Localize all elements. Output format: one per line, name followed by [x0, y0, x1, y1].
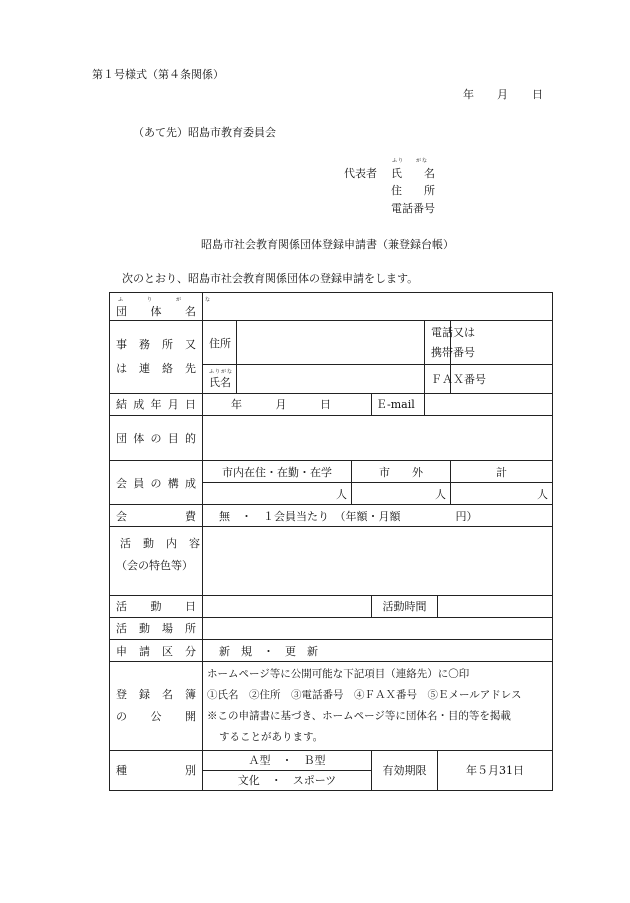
label-char: 請 [139, 644, 150, 658]
founded-date-field[interactable] [203, 393, 372, 415]
label-char: 絡 [162, 361, 173, 375]
application-type-row [110, 640, 553, 662]
label-char: 会 [116, 509, 127, 523]
type-options-cell[interactable] [203, 750, 372, 790]
label-char: 内 [166, 537, 177, 551]
founded-label-cell [110, 393, 203, 415]
disclosure-field[interactable] [203, 662, 553, 751]
label-char: 団 [116, 304, 127, 318]
disclosure-line-3: ※この申請書に基づき、ホームページ等に団体名・目的等を掲載 [207, 709, 511, 722]
founded-year-label: 年 [231, 398, 242, 412]
activity-day-label-cell [110, 595, 203, 617]
email-label-cell [372, 393, 425, 415]
disclosure-line-4: することがあります。 [219, 730, 324, 743]
label-char: 目 [167, 431, 179, 445]
label-char: 登 [116, 687, 127, 701]
fee-row [110, 505, 553, 527]
office-address-row [110, 321, 553, 365]
fee-options: 無 ・ １会員当たり （年額・月額 円） [219, 509, 478, 523]
registration-table [109, 292, 553, 791]
label-char: の [150, 431, 162, 445]
unit-person: 人 [435, 487, 446, 501]
email-field[interactable] [425, 393, 553, 415]
activity-time-field[interactable] [438, 595, 553, 617]
label-char: 活 [116, 622, 127, 636]
members-header-row [110, 460, 553, 482]
activity-day-field[interactable] [203, 595, 372, 617]
label-char: 別 [185, 764, 196, 778]
fee-field[interactable] [203, 505, 553, 527]
contact-name-label-cell [203, 365, 237, 393]
representative-address-label: 住 所 [391, 184, 435, 197]
label-char: は [116, 361, 127, 375]
label-char: 結 [116, 398, 127, 412]
disclosure-line-2: ①氏名 ②住所 ③電話番号 ④ＦＡＸ番号 ⑤Ｅメールアドレス [207, 688, 522, 701]
label-char: 連 [139, 361, 150, 375]
label-char: 名 [185, 304, 196, 318]
label-char: 日 [185, 600, 196, 614]
phone-label-line2: 携帯番号 [431, 345, 475, 359]
type-option-ab: Ａ型 ・ Ｂ型 [203, 751, 371, 771]
label-char: 的 [185, 431, 196, 445]
representative-name-label: 氏 名 [391, 167, 435, 180]
representative-name-ruby: ふり がな [392, 158, 429, 164]
label-char: 動 [139, 622, 150, 636]
unit-person: 人 [537, 487, 548, 501]
addressee: （あて先）昭島市教育委員会 [133, 126, 276, 139]
label-char: 又 [185, 337, 196, 351]
validity-field[interactable] [438, 750, 553, 790]
unit-person: 人 [336, 487, 347, 501]
label-char: 成 [133, 398, 145, 412]
label-char: 費 [185, 509, 196, 523]
activity-place-row [110, 617, 553, 639]
document-title: 昭島市社会教育関係団体登録申請書（兼登録台帳） [201, 238, 454, 251]
application-type-options: 新 規 ・ 更 新 [219, 644, 318, 658]
label-char: 録 [139, 687, 150, 701]
label-char: 活 [116, 600, 127, 614]
address-label-cell [203, 321, 237, 365]
label-char: 申 [116, 644, 127, 658]
label-char: 成 [185, 476, 196, 490]
label-char: 種 [116, 764, 127, 778]
activity-field[interactable] [203, 527, 553, 595]
address-label: 住所 [209, 336, 231, 350]
label-char: 会 [116, 476, 127, 490]
label-char: 務 [139, 337, 150, 351]
group-name-row [110, 293, 553, 321]
ruby-char: り [146, 297, 152, 303]
contact-name-ruby: ふりがな [209, 369, 234, 376]
label-char: の [150, 476, 162, 490]
label-char: 構 [167, 476, 179, 490]
purpose-row [110, 415, 553, 460]
office-label-cell [110, 321, 203, 393]
contact-name-field[interactable] [237, 365, 425, 393]
founded-row [110, 393, 553, 415]
validity-label: 有効期限 [382, 764, 427, 778]
ruby-char: が [175, 297, 181, 303]
group-name-field[interactable] [203, 293, 553, 321]
fee-label-cell [110, 505, 203, 527]
members-label-cell [110, 460, 203, 504]
label-char: 区 [162, 644, 173, 658]
intro-text: 次のとおり、昭島市社会教育関係団体の登録申請をします。 [122, 272, 419, 285]
members-resident-header [203, 460, 352, 482]
members-total-count-field[interactable] [451, 483, 553, 505]
members-outside-header [352, 460, 451, 482]
type-row [110, 750, 553, 790]
activity-label-cell [110, 527, 203, 595]
fax-label: ＦＡＸ番号 [431, 373, 486, 386]
form-number: 第１号様式（第４条関係） [92, 68, 224, 81]
activity-sub-label: （会の特色等） [116, 559, 193, 573]
activity-day-row [110, 595, 553, 617]
label-char: 員 [133, 476, 145, 490]
purpose-field[interactable] [203, 415, 553, 460]
label-char: 動 [150, 600, 162, 614]
label-char: 年 [150, 398, 162, 412]
email-label: Ｅ-mail [376, 398, 415, 412]
label-char: 月 [167, 398, 179, 412]
date-year-label: 年 [463, 88, 474, 101]
phone-label-cell [425, 321, 475, 365]
label-char: 開 [185, 709, 196, 723]
purpose-label-cell [110, 415, 203, 460]
members-total-header [451, 460, 553, 482]
ruby-char: な [204, 297, 210, 303]
members-resident-label: 市内在住・在勤・在学 [222, 465, 332, 479]
label-char: 場 [162, 622, 173, 636]
label-char: 容 [189, 537, 200, 551]
validity-label-cell [372, 750, 438, 790]
label-char: 所 [185, 622, 196, 636]
address-field[interactable] [237, 321, 425, 365]
validity-value: 年５月31日 [466, 764, 524, 778]
activity-place-label-cell [110, 617, 203, 639]
label-char: 日 [185, 398, 196, 412]
activity-time-label: 活動時間 [382, 600, 427, 614]
label-char: 分 [185, 644, 196, 658]
label-char: 先 [185, 361, 196, 375]
application-type-label-cell [110, 640, 203, 662]
members-resident-count-field[interactable] [203, 483, 352, 505]
members-outside-count-field[interactable] [352, 483, 451, 505]
disclosure-row [110, 662, 553, 751]
label-char: 簿 [185, 687, 196, 701]
phone-label-line1: 電話又は [431, 325, 475, 339]
label-char: 団 [116, 431, 127, 445]
label-char: 事 [116, 337, 127, 351]
activity-time-label-cell [372, 595, 438, 617]
label-char: 体 [133, 431, 145, 445]
label-char: 活 [120, 537, 131, 551]
type-option-culture-sports: 文化 ・ スポーツ [237, 773, 337, 787]
label-char: 公 [150, 709, 162, 723]
founded-day-label: 日 [320, 398, 331, 412]
application-type-field[interactable] [203, 640, 553, 662]
representative-label: 代表者 [344, 167, 377, 180]
label-char: 体 [150, 304, 162, 318]
ruby-char: ふ [118, 297, 124, 303]
date-day-label: 日 [532, 88, 543, 101]
label-char: の [116, 709, 127, 723]
type-label-cell [110, 750, 203, 790]
label-char: 動 [143, 537, 154, 551]
label-char: 所 [162, 337, 173, 351]
date-month-label: 月 [497, 88, 508, 101]
disclosure-label-cell [110, 662, 203, 751]
fax-label-cell [425, 365, 486, 393]
activity-place-field[interactable] [203, 617, 553, 639]
activity-row [110, 527, 553, 595]
disclosure-line-1: ホームページ等に公開可能な下記項目（連絡先）に〇印 [207, 667, 470, 680]
representative-phone-label: 電話番号 [391, 202, 435, 215]
group-name-label-cell [110, 293, 210, 321]
members-outside-label: 市 外 [379, 465, 423, 479]
label-char: 名 [162, 687, 173, 701]
founded-month-label: 月 [275, 398, 287, 412]
contact-name-label: 氏名 [209, 376, 231, 389]
members-total-label: 計 [496, 465, 507, 479]
